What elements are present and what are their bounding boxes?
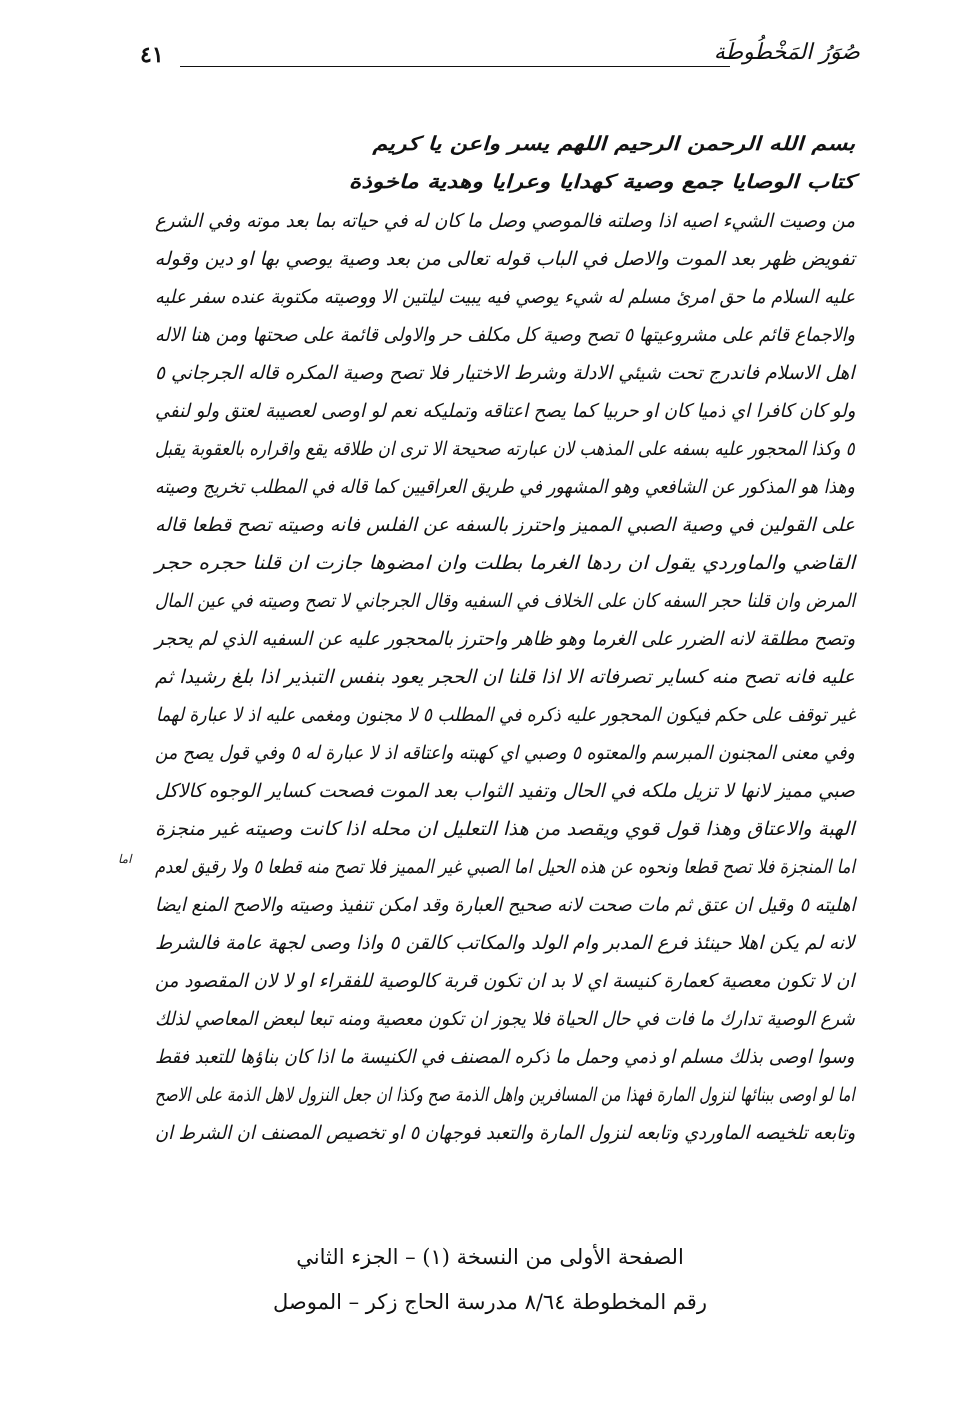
running-title: صُوَرُ المَخْطُوطَة — [713, 40, 860, 65]
manuscript-line: وتابعه تلخيصه الماوردي وتابعه لنزول المارة والتعبد فوجهان ٥ او تخصيص المصنف ان الشرط ان — [154, 1122, 855, 1144]
manuscript-line: غير توقف على حكم فيكون المحجور عليه ذكره في المطلب ٥ لا مجنون ومغمى عليه اذ لا عبارة لهما — [155, 704, 855, 726]
manuscript-line: شرع الوصية تدارك ما فات في حال الحياة فلا يجوز ان تكون معصية ومنه تبعا لبعض المعاصي لذلك — [155, 1008, 855, 1030]
manuscript-line: ان لا تكون معصية كعمارة كنيسة اي لا بد ان تكون قربة كالوصية للفقراء او لا لان المقصود من — [155, 970, 855, 992]
manuscript-line: ٥ وكذا المحجور عليه بسفه على المذهب لان عبارته صحيحة الا ترى ان طلاقه يقع واقراره بالعقوبة يقبل — [155, 438, 855, 460]
manuscript-line: اهل الاسلام فاندرج تحت شيئي الادلة وشرط الاختيار فلا تصح وصية المكره قاله الجرجاني ٥ — [155, 362, 855, 384]
manuscript-page — [154, 125, 855, 1144]
margin-note-left: اما — [118, 852, 132, 866]
manuscript-line: اما لو اوصى ببنائها لنزول المارة فهذا من المسافرين واهل الذمة صح وكذا ان جعل النزول لاهل الذمة على الاصح — [155, 1084, 855, 1106]
manuscript-line: اما المنجزة فلا تصح قطعا ونحوه عن هذه الحيل اما الصبي غير المميز فلا تصح منه قطعا ٥ ولا رقيق لعدم — [154, 856, 855, 878]
manuscript-line: بسم الله الرحمن الرحيم اللهم يسر واعن يا كريم — [372, 133, 855, 155]
manuscript-line: عليه السلام ما حق امرئ مسلم له شيء يوصي فيه يبيت ليلتين الا ووصيته مكتوبة عنده سفر عليه — [154, 286, 855, 308]
manuscript-line: المرض وان قلنا حجر السفه كان على الخلاف في السفيه وقال الجرجاني لا تصح وصيته في عين المال — [154, 590, 855, 612]
manuscript-line: الهبة والاعتاق وهذا قول قوي ويقصد من هذا التعليل ان محله اذا كانت وصيته غير منجزة — [155, 818, 855, 840]
manuscript-line: عليه فانه تصح منه كساير تصرفاته الا اذا قلنا ان الحجر يعود بنفس التبذير اذا بلغ رشيدا ثم — [155, 666, 855, 688]
page-header — [140, 38, 860, 78]
manuscript-line: صبي مميز لانها لا تزيل ملكه في الحال وتفيد الثواب بعد الموت فصحت كساير الوجوه كالاكل — [155, 780, 855, 802]
manuscript-line: اهليته ٥ وقيل ان عتق ثم مات صحت لانه صحيح العبارة وقد امكن تنفيذ وصيته والاصح المنع ايضا — [154, 894, 855, 916]
manuscript-line: لانه لم يكن اهلا حينئذ فرع المدبر وام الولد والمكاتب كالقن ٥ واذا وصى لجهة عامة فالشرط — [155, 932, 855, 954]
manuscript-line: وتصح مطلقة لانه الضرر على الغرما وهو ظاهر واحترز بالمحجور عليه عن السفيه الذي لم يحجر — [154, 628, 855, 650]
manuscript-line: على القولين في وصية الصبي المميز واحترز بالسفه عن الفلس فانه وصيته تصح قطعا قاله — [154, 514, 855, 536]
caption-line-2: رقم المخطوطة ٨/٦٤ مدرسة الحاج زكر – الموصل — [273, 1290, 707, 1314]
manuscript-line: كتاب الوصايا جمع وصية كهدايا وعرايا وهدية ماخوذة — [349, 171, 855, 193]
page-number: ٤١ — [140, 42, 164, 68]
manuscript-line: وسوا اوصى بذلك مسلم او ذمي وحمل ما ذكره المصنف في الكنيسة ما اذا كان بناؤها للتعبد فقط — [155, 1046, 855, 1068]
manuscript-line: من وصيت الشيء اصيه اذا وصلته فالموصي وصل ما كان له في حياته بما بعد موته وفي الشرع — [154, 210, 855, 232]
manuscript-line: ولو كان كافرا اي ذميا كان او حربيا كما يصح اعتاقه وتمليكه نعم لو اوصى لعصيبة لعتق ولو لنفي — [154, 400, 855, 422]
manuscript-line: تفويض ظهر بعد الموت والاصل في الباب قوله تعالى من بعد وصية يوصي بها او دين وقوله — [154, 248, 855, 270]
header-rule — [180, 66, 730, 67]
manuscript-line: وهذا هو المذكور عن الشافعي وهو المشهور في طريق العراقيين كما قاله في المطلب تخريج وصيته — [155, 476, 855, 498]
manuscript-line: وفي معنى المجنون المبرسم والمعتوه ٥ وصبي اي كهبته واعتاقه اذ لا عبارة له ٥ وفي قول يصح من — [155, 742, 855, 764]
manuscript-line: والاجماع قائم على مشروعيتها ٥ تصح وصية كل مكلف حر والاولى قائمة على صحتها ومن هنا الاله — [155, 324, 855, 346]
caption-line-1: الصفحة الأولى من النسخة (١) – الجزء الثاني — [296, 1245, 684, 1269]
manuscript-line: القاضي والماوردي يقول ان ردها الغرما بطلت وان امضوها جازت ان قلنا حجره حجر — [155, 552, 855, 574]
